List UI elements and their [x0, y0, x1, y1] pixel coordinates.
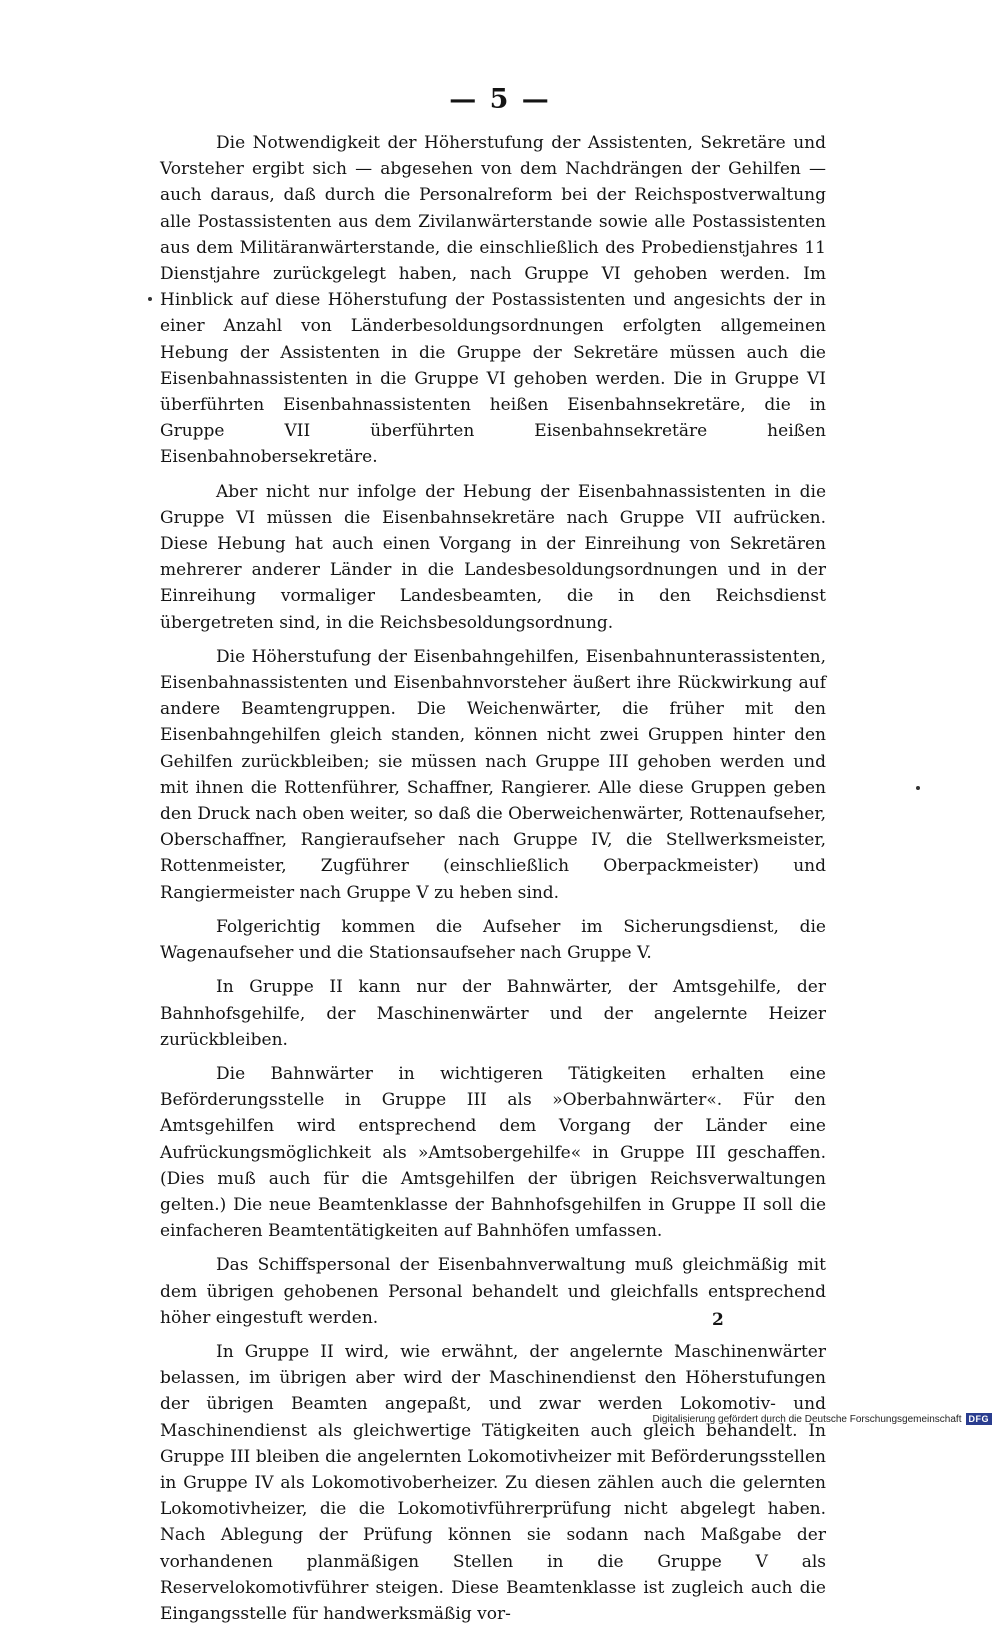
print-speck: [916, 786, 920, 790]
paragraph: Aber nicht nur infolge der Hebung der Eisenbahnassistenten in die Gruppe VI müssen die Eisenbahnsekretäre nach Gruppe VII aufrücken. Diese Hebung hat auch einen Vorgang in der Einreihung von Sekretären mehrerer anderer Länder in die Landesbesoldungsordnungen und in der Einreihung vormaliger Landesbeamten, die in den Reichsdienst übergetreten sind, in die Reichsbesoldungsordnung.: [160, 481, 826, 633]
signature-mark: 2: [712, 1310, 724, 1330]
body-text: [160, 130, 826, 1627]
dfg-logo: DFG: [966, 1413, 993, 1425]
paragraph: Die Bahnwärter in wichtigeren Tätigkeiten erhalten eine Beförderungsstelle in Gruppe III als »Oberbahnwärter«. Für den Amtsgehilfen wird entsprechend dem Vorgang der Länder eine Aufrückungsmöglichkeit als »Amtsobergehilfe« in Gruppe III geschaffen. (Dies muß auch für die Amtsgehilfen der übrigen Reichsverwaltungen gelten.) Die neue Beamtenklasse der Bahnhofsgehilfen in Gruppe II soll die einfacheren Beamtentätigkeiten auf Bahnhöfen umfassen.: [160, 1063, 826, 1242]
digitization-footer: [652, 1412, 992, 1426]
print-speck: [148, 297, 152, 301]
paragraph: In Gruppe II wird, wie erwähnt, der angelernte Maschinenwärter belassen, im übrigen aber wird der Maschinendienst den Höherstufungen der übrigen Beamten angepaßt, und zwar werden Lokomotiv- und Maschinendienst als gleichwertige Tätigkeiten auch gleich behandelt. In Gruppe III bleiben die angelernten Lokomotivheizer mit Beförderungsstellen in Gruppe IV als Lokomotivoberheizer. Zu diesen zählen auch die gelernten Lokomotivheizer, die die Lokomotivführerprüfung nicht abgelegt haben. Nach Ablegung der Prüfung können sie sodann nach Maßgabe der vorhandenen planmäßigen Stellen in die Gruppe V als Reservelokomotivführer steigen. Diese Beamtenklasse ist zugleich auch die Eingangsstelle für handwerksmäßig vor-: [160, 1341, 826, 1624]
paragraph: Die Notwendigkeit der Höherstufung der Assistenten, Sekretäre und Vorsteher ergibt sich — abgesehen von dem Nachdrängen der Gehilfen — auch daraus, daß durch die Personalreform bei der Reichspostverwaltung alle Postassistenten aus dem Zivilanwärterstande sowie alle Postassistenten aus dem Militäranwärterstande, die einschließlich des Probedienstjahres 11 Dienstjahre zurückgelegt haben, nach Gruppe VI gehoben werden. Im Hinblick auf diese Höherstufung der Postassistenten und angesichts der in einer Anzahl von Länderbesoldungsordnungen erfolgten allgemeinen Hebung der Assistenten in die Gruppe der Sekretäre müssen auch die Eisenbahnassistenten in die Gruppe VI gehoben werden. Die in Gruppe VI überführten Eisenbahnassistenten heißen Eisenbahnsekretäre, die in Gruppe VII überführten Eisenbahnsekretäre heißen Eisenbahnobersekretäre.: [160, 133, 826, 468]
paragraph: In Gruppe II kann nur der Bahnwärter, der Amtsgehilfe, der Bahnhofsgehilfe, der Maschinenwärter und der angelernte Heizer zurückbleiben.: [160, 977, 826, 1050]
paragraph: Folgerichtig kommen die Aufseher im Sicherungsdienst, die Wagenaufseher und die Stationsaufseher nach Gruppe V.: [160, 916, 826, 964]
footer-text: Digitalisierung gefördert durch die Deutsche Forschungsgemeinschaft: [652, 1413, 962, 1425]
paragraph: Das Schiffspersonal der Eisenbahnverwaltung muß gleichmäßig mit dem übrigen gehobenen Personal behandelt und gleichfalls entsprechend höher eingestuft werden.: [160, 1255, 826, 1328]
page-number: — 5 —: [449, 84, 551, 115]
paragraph: Die Höherstufung der Eisenbahngehilfen, Eisenbahnunterassistenten, Eisenbahnassistenten und Eisenbahnvorsteher äußert ihre Rückwirkung auf andere Beamtengruppen. Die Weichenwärter, die früher mit den Eisenbahngehilfen gleich standen, können nicht zwei Gruppen hinter den Gehilfen zurückbleiben; sie müssen nach Gruppe III gehoben werden und mit ihnen die Rottenführer, Schaffner, Rangierer. Alle diese Gruppen geben den Druck nach oben weiter, so daß die Oberweichenwärter, Rottenaufseher, Oberschaffner, Rangieraufseher nach Gruppe IV, die Stellwerksmeister, Rottenmeister, Zugführer (einschließlich Oberpackmeister) und Rangiermeister nach Gruppe V zu heben sind.: [160, 646, 826, 903]
